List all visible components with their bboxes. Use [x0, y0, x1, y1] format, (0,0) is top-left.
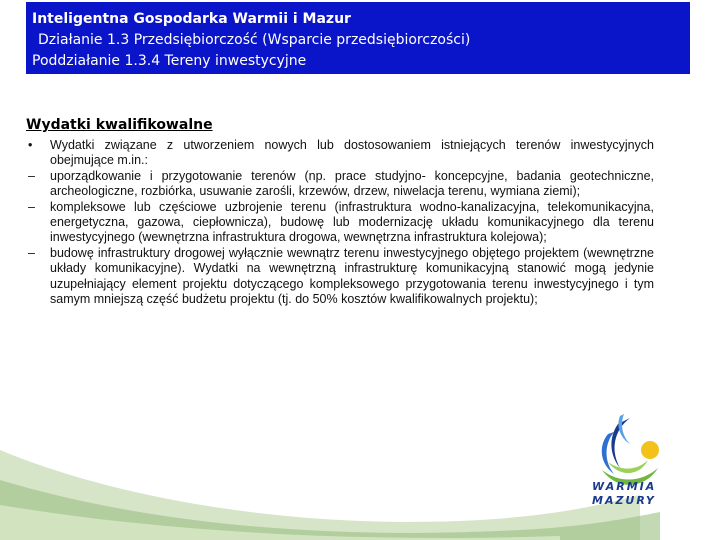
list-item	[26, 138, 654, 169]
header-action: Działanie 1.3 Przedsiębiorczość (Wsparcie przedsiębiorczości)	[38, 32, 471, 48]
list-item	[26, 246, 654, 308]
list-item	[26, 200, 654, 246]
section-title: Wydatki kwalifikowalne	[26, 117, 213, 133]
logo-text-warmia: WARMIA	[592, 480, 657, 493]
logo-text-mazury: MAZURY	[592, 494, 656, 507]
dash-marker: –	[28, 168, 35, 183]
dash-marker: –	[28, 245, 35, 260]
list-item-text: budowę infrastruktury drogowej wyłącznie wewnątrz terenu inwestycyjnego objętego projektem (wewnętrzne układy komunikacyjne). Wydatki na wewnętrzną infrastrukturę komunikacyjną stanowić mogą jedynie uzupełniający element projektu dotyczącego kompleksowego przygotowania terenu inwestycyjnego i tym samym mniejszą część budżetu projektu (tj. do 50% kosztów kwalifikowalnych projektu);	[50, 245, 654, 307]
list-item-text: uporządkowanie i przygotowanie terenów (np. prace studyjno- koncepcyjne, badania geotechniczne, archeologiczne, rozbiórka, usuwanie zarośli, krzewów, drzew, niwelacja terenu, wymiana ziemi);	[50, 168, 654, 199]
header-program: Inteligentna Gospodarka Warmii i Mazur	[32, 11, 351, 27]
list-item	[26, 169, 654, 200]
list-item-text: Wydatki związane z utworzeniem nowych lub dostosowaniem istniejących terenów inwestycyjnych obejmujące m.in.:	[50, 138, 654, 168]
eligible-costs-list	[26, 138, 654, 307]
dash-marker: –	[28, 199, 35, 214]
header-subaction: Poddziałanie 1.3.4 Tereny inwestycyjne	[32, 53, 307, 69]
header-banner	[26, 2, 690, 74]
list-item-text: kompleksowe lub częściowe uzbrojenie terenu (infrastruktura wodno-kanalizacyjna, telekomunikacyjna, energetyczna, gazowa, ciepłownicza), budowę lub modernizację układu komunikacyjnego dla terenu inwestycyjnego (wewnętrzna infrastruktura drogowa, wewnętrzna infrastruktura kolejowa);	[50, 199, 654, 245]
bullet-marker: •	[28, 138, 33, 152]
